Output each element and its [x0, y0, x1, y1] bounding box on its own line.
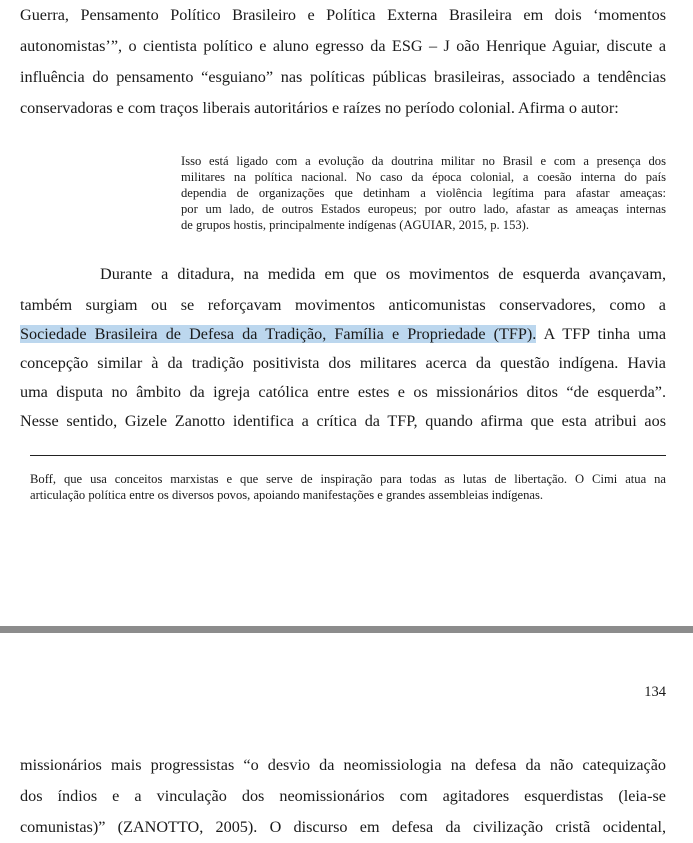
page-number: 134 — [644, 684, 666, 700]
body-text-line: comunistas)” (ZANOTTO, 2005). O discurso em defesa da civilização cristã ocidental, — [20, 818, 666, 836]
footnote-line: Boff, que usa conceitos marxistas e que serve de inspiração para todas as lutas de libertação. O Cimi atua na — [30, 472, 666, 486]
body-text-line[interactable] — [20, 324, 666, 344]
document-page-bottom — [0, 633, 693, 843]
block-quote-line: Isso está ligado com a evolução da doutrina militar no Brasil e com a presença dos — [181, 154, 666, 168]
footnote-line: articulação política entre os diversos povos, apoiando manifestações e grandes assembleias indígenas. — [30, 488, 544, 502]
block-quote-line: por um lado, de outros Estados europeus; por outro lado, afastar as ameaças internas — [181, 202, 666, 216]
block-quote-line: dependia de organizações que detinham a violência legítima para afastar ameaças: — [181, 186, 666, 200]
body-text-line: uma disputa no âmbito da igreja católica entre estes e os missionários ditos “de esquerda”. — [20, 383, 666, 401]
body-text-line: conservadoras e com traços liberais autoritários e raízes no período colonial. Afirma o autor: — [20, 99, 619, 117]
block-quote-line: de grupos hostis, principalmente indígenas (AGUIAR, 2015, p. 153). — [181, 218, 530, 232]
body-text-line: dos índios e a vinculação dos neomissionários com agitadores esquerdistas (leia-se — [20, 787, 666, 805]
body-text-line: autonomistas’”, o cientista político e aluno egresso da ESG – J oão Henrique Aguiar, discute a — [20, 37, 666, 55]
block-quote-line: militares na política nacional. No caso da época colonial, a coesão interna do país — [181, 170, 666, 184]
footnote-separator — [30, 455, 666, 456]
selected-text-highlight[interactable]: Sociedade Brasileira de Defesa da Tradição, Família e Propriedade (TFP). — [20, 325, 537, 343]
body-text-line: missionários mais progressistas “o desvio da neomissiologia na defesa da não catequização — [20, 756, 666, 774]
body-text-line: também surgiam ou se reforçavam movimentos anticomunistas conservadores, como a — [20, 296, 666, 314]
body-text-line: Guerra, Pensamento Político Brasileiro e Política Externa Brasileira em dois ‘momentos — [20, 6, 666, 24]
body-text-line: Nesse sentido, Gizele Zanotto identifica a crítica da TFP, quando afirma que esta atribui aos — [20, 412, 666, 430]
body-text-fragment: A TFP tinha uma — [536, 325, 667, 343]
body-text-line: influência do pensamento “esguiano” nas políticas públicas brasileiras, associado a tendências — [20, 68, 666, 86]
page-separator — [0, 626, 693, 633]
body-text-line: Durante a ditadura, na medida em que os movimentos de esquerda avançavam, — [100, 265, 666, 283]
body-text-line: concepção similar à da tradição positivista dos militares acerca da questão indígena. Havia — [20, 354, 666, 372]
